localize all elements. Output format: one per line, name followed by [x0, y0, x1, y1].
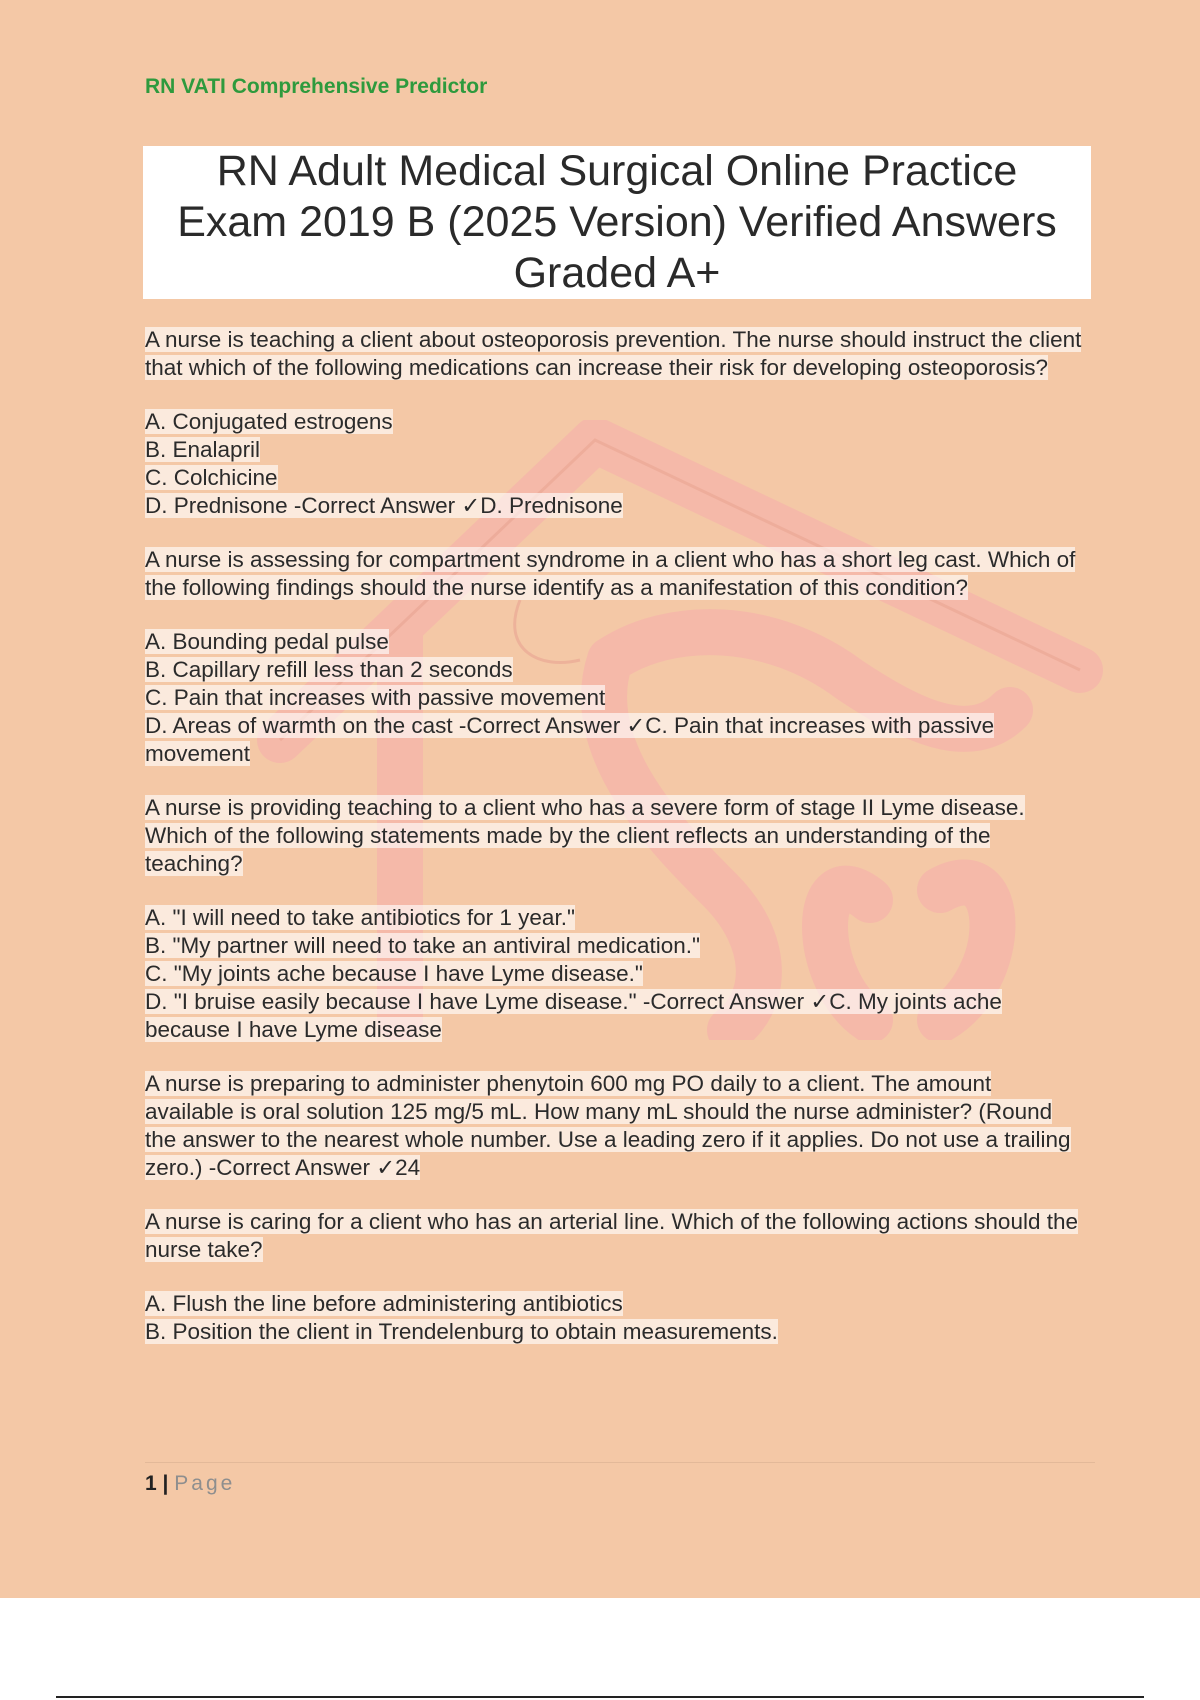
answer-option: A. "I will need to take antibiotics for 1 year." [145, 905, 575, 930]
question-block [145, 546, 1085, 768]
title-line-1: RN Adult Medical Surgical Online Practice [216, 147, 1018, 195]
question-block [145, 1208, 1085, 1346]
question-stem-with-correct-answer: A nurse is preparing to administer phenytoin 600 mg PO daily to a client. The amount available is oral solution 125 mg/5 mL. How many mL should the nurse administer? (Round the answer to the nearest whole number. Use a leading zero if it applies. Do not use a trailing zero.) -Correct Answer ✓24 [145, 1071, 1071, 1180]
answer-option-with-correct-answer: D. Areas of warmth on the cast -Correct Answer ✓C. Pain that increases with passive movement [145, 713, 995, 766]
question-list [145, 326, 1085, 1372]
page-word: Page [174, 1472, 236, 1495]
question-stem: A nurse is assessing for compartment syndrome in a client who has a short leg cast. Which of the following findings should the nurse identify as a manifestation of this condition? [145, 547, 1076, 600]
answer-option-with-correct-answer: D. Prednisone -Correct Answer ✓D. Prednisone [145, 493, 623, 518]
answer-option: A. Bounding pedal pulse [145, 629, 389, 654]
answer-option: B. Enalapril [145, 437, 261, 462]
answer-option: B. Capillary refill less than 2 seconds [145, 657, 513, 682]
answer-option: C. Pain that increases with passive movement [145, 685, 606, 710]
answer-option: A. Flush the line before administering antibiotics [145, 1291, 623, 1316]
footer-separator: | [162, 1472, 169, 1495]
question-stem: A nurse is teaching a client about osteoporosis prevention. The nurse should instruct the client that which of the following medications can increase their risk for developing osteoporosis? [145, 327, 1082, 380]
footer-divider [145, 1462, 1095, 1463]
question-block [145, 794, 1085, 1044]
question-stem: A nurse is caring for a client who has an arterial line. Which of the following actions should the nurse take? [145, 1209, 1079, 1262]
page-number: 1 [145, 1472, 157, 1495]
answer-option-with-correct-answer: D. "I bruise easily because I have Lyme disease." -Correct Answer ✓C. My joints ache because I have Lyme disease [145, 989, 1002, 1042]
page-footer [145, 1472, 235, 1496]
answer-options [145, 1290, 1085, 1346]
answer-options [145, 408, 1085, 520]
answer-option: A. Conjugated estrogens [145, 409, 393, 434]
document-title [177, 146, 1057, 299]
answer-options [145, 904, 1085, 1044]
title-box [143, 146, 1091, 299]
title-line-2: Exam 2019 B (2025 Version) Verified Answers [177, 198, 1057, 246]
document-header-label: RN VATI Comprehensive Predictor [145, 75, 488, 98]
answer-option: B. "My partner will need to take an antiviral medication." [145, 933, 700, 958]
answer-option: C. "My joints ache because I have Lyme disease." [145, 961, 643, 986]
title-line-3: Graded A+ [513, 249, 721, 297]
answer-option: B. Position the client in Trendelenburg to obtain measurements. [145, 1319, 778, 1344]
bottom-rule [56, 1696, 1144, 1698]
question-stem: A nurse is providing teaching to a client who has a severe form of stage II Lyme disease. Which of the following statements made by the client reflects an understanding of the teaching? [145, 795, 1025, 876]
question-block [145, 1070, 1085, 1182]
question-block [145, 326, 1085, 520]
answer-option: C. Colchicine [145, 465, 278, 490]
answer-options [145, 628, 1085, 768]
